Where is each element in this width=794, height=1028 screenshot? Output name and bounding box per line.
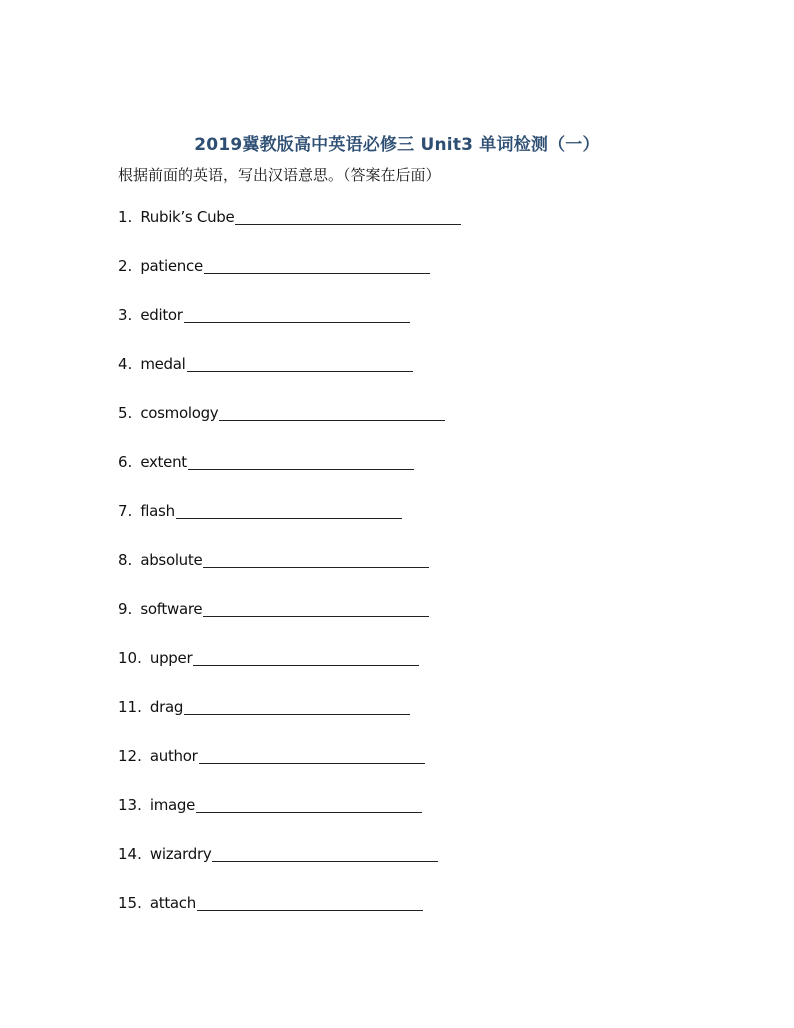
item-word: cosmology (140, 404, 219, 422)
item-word: wizardry (149, 845, 212, 863)
answer-blank[interactable] (176, 500, 402, 519)
item-number: 8. (118, 551, 133, 569)
item-number: 9. (118, 600, 133, 618)
answer-blank[interactable] (196, 794, 422, 813)
vocabulary-list (118, 206, 461, 941)
item-number: 5. (118, 404, 133, 422)
answer-blank[interactable] (204, 255, 430, 274)
item-word: author (149, 747, 198, 765)
vocab-item-3 (118, 304, 461, 353)
answer-blank[interactable] (184, 304, 410, 323)
vocab-item-1 (118, 206, 461, 255)
item-number: 2. (118, 257, 133, 275)
answer-blank[interactable] (219, 402, 445, 421)
item-word: absolute (140, 551, 203, 569)
page-title: 2019冀教版高中英语必修三 Unit3 单词检测（一） (194, 135, 600, 155)
answer-blank[interactable] (187, 353, 413, 372)
item-number: 1. (118, 208, 133, 226)
item-number: 15. (118, 894, 142, 912)
vocab-item-2 (118, 255, 461, 304)
vocab-item-4 (118, 353, 461, 402)
item-word: medal (140, 355, 186, 373)
item-number: 12. (118, 747, 142, 765)
vocab-item-7 (118, 500, 461, 549)
item-number: 13. (118, 796, 142, 814)
vocab-item-9 (118, 598, 461, 647)
item-word: flash (140, 502, 175, 520)
item-word: drag (149, 698, 184, 716)
vocab-item-13 (118, 794, 461, 843)
answer-blank[interactable] (212, 843, 438, 862)
item-number: 3. (118, 306, 133, 324)
vocab-item-15 (118, 892, 461, 941)
answer-blank[interactable] (188, 451, 414, 470)
item-word: image (149, 796, 196, 814)
item-word: attach (149, 894, 196, 912)
answer-blank[interactable] (203, 549, 429, 568)
answer-blank[interactable] (193, 647, 419, 666)
vocab-item-10 (118, 647, 461, 696)
vocab-item-6 (118, 451, 461, 500)
answer-blank[interactable] (184, 696, 410, 715)
vocab-item-11 (118, 696, 461, 745)
answer-blank[interactable] (235, 206, 461, 225)
item-number: 14. (118, 845, 142, 863)
vocab-item-8 (118, 549, 461, 598)
item-number: 10. (118, 649, 142, 667)
vocab-item-12 (118, 745, 461, 794)
item-number: 6. (118, 453, 133, 471)
item-number: 7. (118, 502, 133, 520)
vocab-item-14 (118, 843, 461, 892)
item-word: upper (149, 649, 193, 667)
item-number: 4. (118, 355, 133, 373)
instruction-text: 根据前面的英语，写出汉语意思。（答案在后面） (118, 166, 441, 184)
item-word: editor (140, 306, 183, 324)
item-word: patience (140, 257, 203, 275)
answer-blank[interactable] (203, 598, 429, 617)
item-number: 11. (118, 698, 142, 716)
answer-blank[interactable] (199, 745, 425, 764)
item-word: Rubik’s Cube (140, 208, 235, 226)
vocab-item-5 (118, 402, 461, 451)
item-word: extent (140, 453, 187, 471)
answer-blank[interactable] (197, 892, 423, 911)
item-word: software (140, 600, 203, 618)
